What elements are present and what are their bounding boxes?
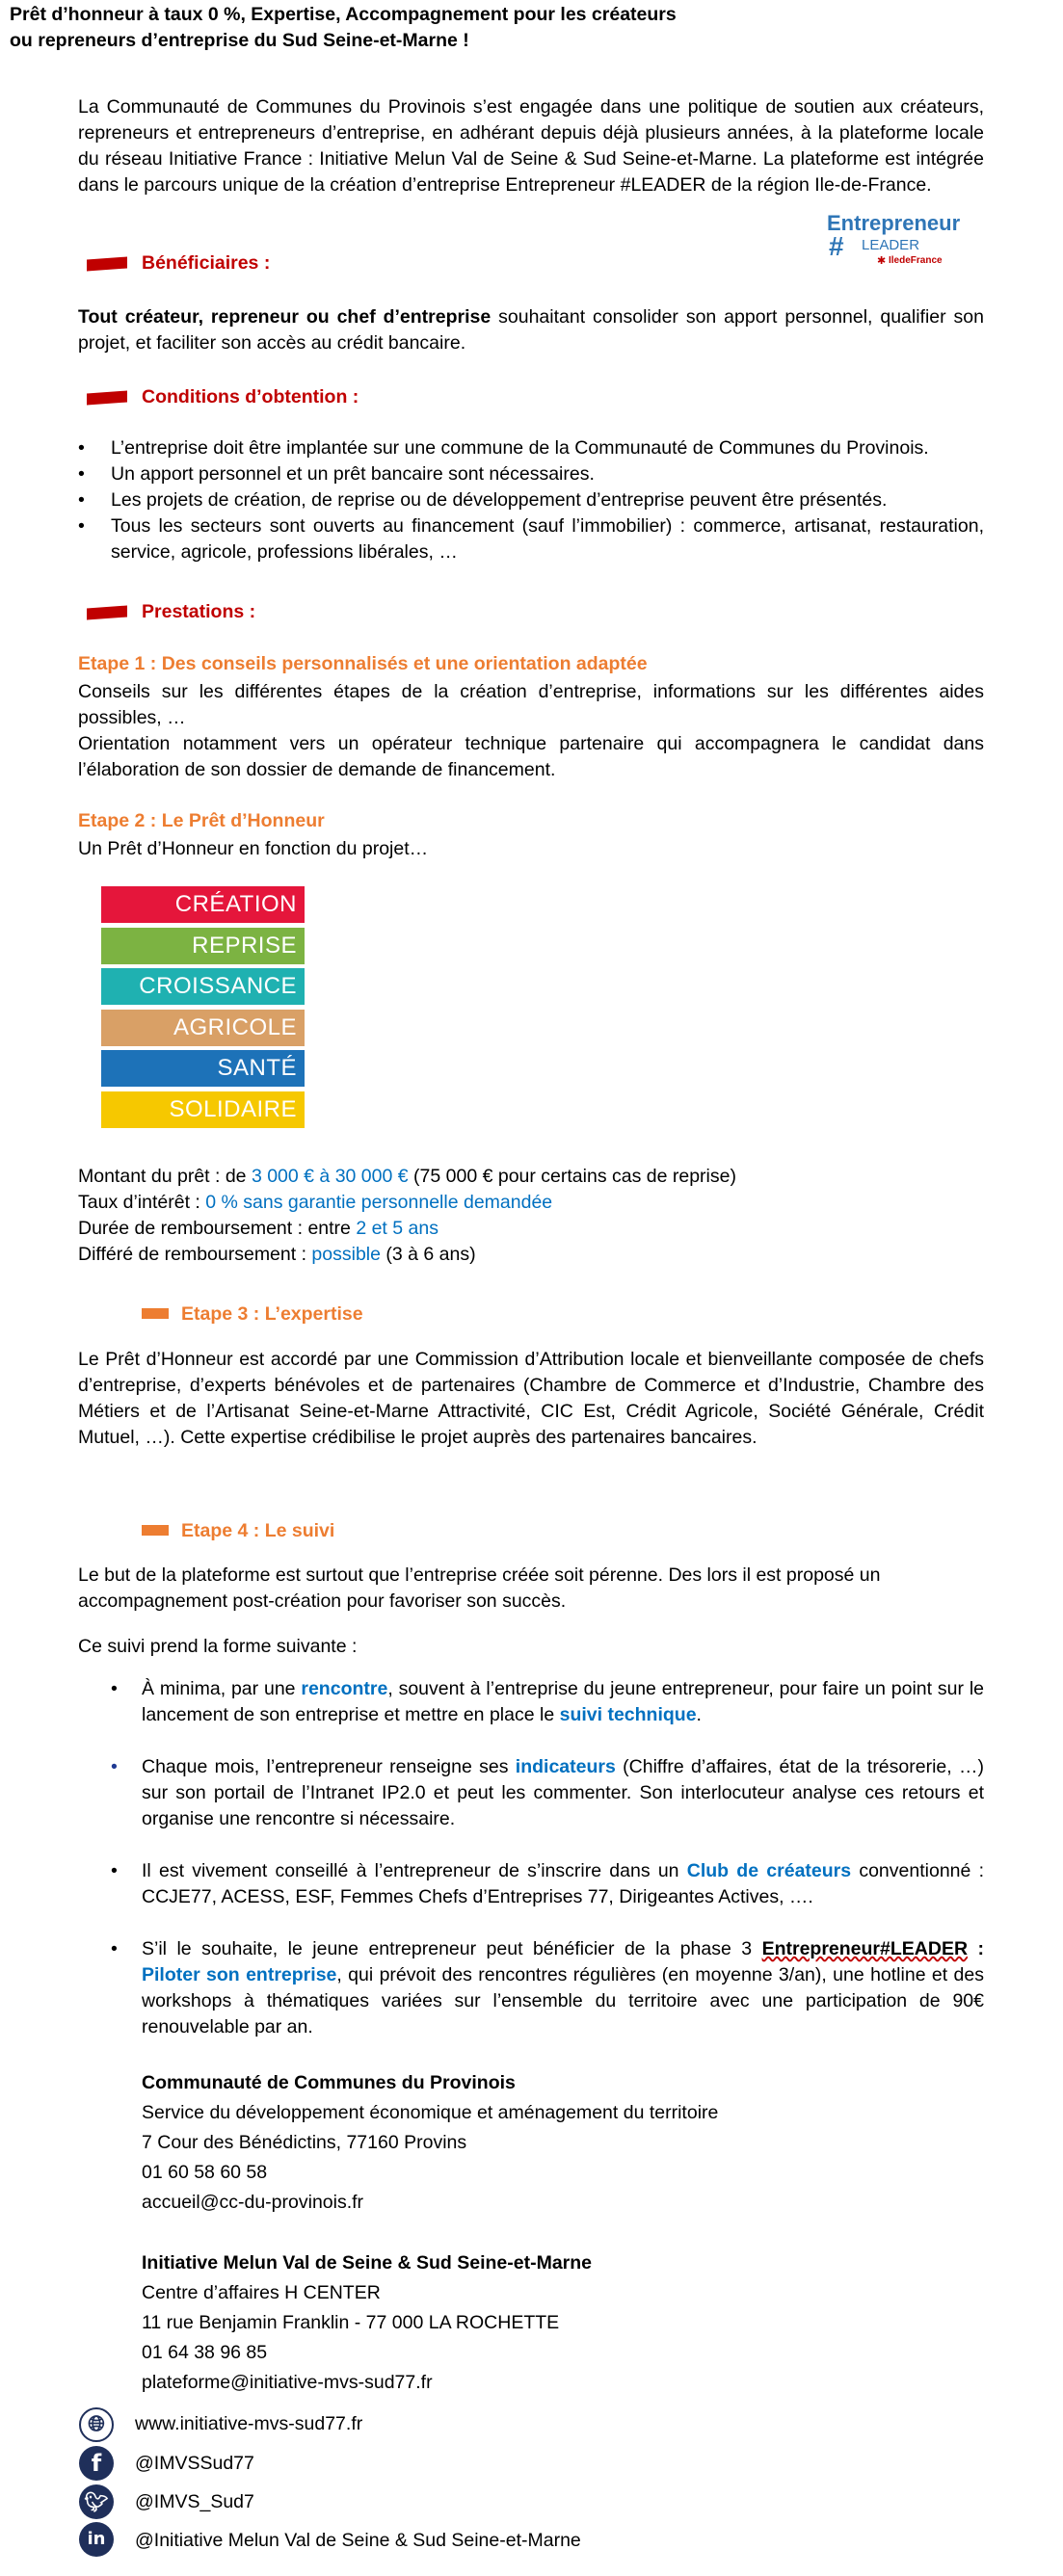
bullet-icon: • xyxy=(111,1938,118,1959)
differe-line xyxy=(78,1242,984,1268)
page-title: Prêt d’honneur à taux 0 %, Expertise, Accompagnement pour les créateurs ou repreneurs d’entreprise du Sud Seine-et-Marne ! xyxy=(10,4,677,51)
etape2-title: Etape 2 : Le Prêt d’Honneur xyxy=(78,810,325,831)
contact-name: Communauté de Communes du Provinois xyxy=(142,2072,516,2093)
b1-text: , souvent à l’entreprise du jeune entrepreneur, pour faire un point sur le lancement de son entreprise et mettre en place le xyxy=(142,1678,985,1725)
etape1-p2: Orientation notamment vers un opérateur technique partenaire qui accompagnera le candidat dans l’élaboration de son dossier de demande de financement. xyxy=(78,733,984,780)
b4-text: S’il le souhaite, le jeune entrepreneur peut bénéficier de la phase 3 xyxy=(142,1938,762,1959)
contact-provinois xyxy=(142,2068,984,2218)
contact-address: 7 Cour des Bénédictins, 77160 Provins xyxy=(142,2132,467,2153)
beneficiaires-paragraph xyxy=(78,304,984,356)
beneficiaires-rest: souhaitant consolider son apport personnel, qualifier son projet, et faciliter son accès au crédit bancaire. xyxy=(78,306,984,354)
contact-service: Service du développement économique et aménagement du territoire xyxy=(142,2102,719,2123)
differe-label: Différé de remboursement : xyxy=(78,1244,312,1265)
contact-phone: 01 64 38 96 85 xyxy=(142,2342,268,2363)
contact-phone: 01 60 58 60 58 xyxy=(142,2162,268,2183)
etape1-p1: Conseils sur les différentes étapes de la création d’entreprise, informations sur les différentes aides possibles, … xyxy=(78,681,984,728)
bullet-icon: • xyxy=(111,1756,118,1777)
differe-value: possible xyxy=(311,1244,381,1265)
tile-solidaire: SOLIDAIRE xyxy=(101,1091,305,1128)
b4-text: , qui prévoit des rencontres régulières (en moyenne 3/an), une hotline et des workshops à thématiques variées sur l’ensemble du territoire avec une participation de 90€ renouvelable par an. xyxy=(142,1964,984,2037)
etape1-title: Etape 1 : Des conseils personnalisés et une orientation adaptée xyxy=(78,653,648,674)
logo-region: IledeFrance xyxy=(889,255,943,266)
contact-email: plateforme@initiative-mvs-sud77.fr xyxy=(142,2372,433,2393)
montant-rest: (75 000 € pour certains cas de reprise) xyxy=(408,1166,736,1187)
contact-initiative xyxy=(142,2248,984,2398)
logo-line1: Entrepreneur xyxy=(827,211,961,235)
tile-creation: CRÉATION xyxy=(101,886,305,923)
facebook-icon: f xyxy=(79,2446,114,2481)
etape2-sub: Un Prêt d’Honneur en fonction du projet… xyxy=(78,838,429,859)
taux-value: 0 % sans garantie personnelle demandée xyxy=(205,1192,553,1213)
contact-address: 11 rue Benjamin Franklin - 77 000 LA ROCHETTE xyxy=(142,2312,560,2333)
b3-keyword: Club de créateurs xyxy=(686,1860,852,1881)
beneficiaires-title: Bénéficiaires : xyxy=(142,252,271,274)
conditions-list xyxy=(78,435,984,565)
b3-text: Il est vivement conseillé à l’entrepreneur de s’inscrire dans un xyxy=(142,1860,687,1881)
logo-hash: # xyxy=(829,231,844,261)
section-bar xyxy=(87,606,127,620)
b1-keyword: rencontre xyxy=(301,1678,388,1699)
contact-email: accueil@cc-du-provinois.fr xyxy=(142,2192,364,2213)
twitter-icon: 🐦︎ xyxy=(79,2484,114,2519)
tile-agricole: AGRICOLE xyxy=(101,1010,305,1046)
step-bar xyxy=(142,1308,169,1319)
globe-icon: 🌐︎ xyxy=(79,2407,114,2442)
montant-value: 3 000 € à 30 000 € xyxy=(251,1166,409,1187)
tile-sante: SANTÉ xyxy=(101,1050,305,1087)
linkedin-link[interactable]: @Initiative Melun Val de Seine & Sud Seine-et-Marne xyxy=(135,2530,581,2551)
b4-program: Entrepreneur#LEADER xyxy=(761,1938,969,1959)
b2-keyword: indicateurs xyxy=(515,1756,616,1777)
list-item xyxy=(111,1754,984,1858)
etape4-title: Etape 4 : Le suivi xyxy=(181,1520,335,1541)
b4-keyword: Piloter son entreprise xyxy=(142,1964,337,1985)
facebook-link[interactable]: @IMVSSud77 xyxy=(135,2453,254,2474)
montant-label: Montant du prêt : de xyxy=(78,1166,252,1187)
step-bar xyxy=(142,1525,169,1536)
b2-text: Chaque mois, l’entrepreneur renseigne ses xyxy=(142,1756,516,1777)
followup-list xyxy=(111,1676,985,2040)
b3-text: conventionné : CCJE77, ACESS, ESF, Femmes Chefs d’Entreprises 77, Dirigeantes Actives, …. xyxy=(142,1860,984,1907)
list-item: • Un apport personnel et un prêt bancaire sont nécessaires. xyxy=(78,461,984,487)
list-item: • L’entreprise doit être implantée sur une commune de la Communauté de Communes du Provinois. xyxy=(78,435,984,461)
list-item xyxy=(111,1676,985,1754)
list-item xyxy=(111,1858,984,1936)
tile-reprise: REPRISE xyxy=(101,928,305,964)
b1-keyword: suivi technique xyxy=(559,1704,697,1725)
intro-paragraph: La Communauté de Communes du Provinois s’est engagée dans une politique de soutien aux créateurs, repreneurs et entrepreneurs d’entreprise, en adhérant depuis déjà plusieurs années, à la plateforme locale du réseau Initiative France : Initiative Melun Val de Seine & Sud Seine-et-Marne. La plateforme est intégrée dans le parcours unique de la création d’entreprise Entrepreneur #LEADER de la région Ile-de-France. xyxy=(78,96,984,196)
contact-name: Initiative Melun Val de Seine & Sud Seine-et-Marne xyxy=(142,2252,593,2274)
duree-value: 2 et 5 ans xyxy=(356,1218,438,1239)
montant-line xyxy=(78,1164,984,1190)
section-bar xyxy=(87,257,127,272)
logo-leader: LEADER xyxy=(862,237,920,253)
taux-label: Taux d’intérêt : xyxy=(78,1192,206,1213)
etape4-p2: Ce suivi prend la forme suivante : xyxy=(78,1636,358,1657)
differe-rest: (3 à 6 ans) xyxy=(380,1244,476,1265)
website-link[interactable]: www.initiative-mvs-sud77.fr xyxy=(135,2413,363,2434)
twitter-link[interactable]: @IMVS_Sud7 xyxy=(135,2491,254,2512)
list-item: • Tous les secteurs sont ouverts au financement (sauf l’immobilier) : commerce, artisanat, restauration, service, agricole, professions libérales, … xyxy=(78,513,984,565)
entrepreneur-leader-logo xyxy=(827,212,981,272)
etape3-title: Etape 3 : L’expertise xyxy=(181,1303,363,1325)
loan-details xyxy=(78,1164,984,1268)
b4-colon: : xyxy=(968,1938,984,1959)
b1-text: À minima, par une xyxy=(142,1678,302,1699)
linkedin-icon: in xyxy=(79,2522,114,2557)
list-item: • Les projets de création, de reprise ou de développement d’entreprise peuvent être présentés. xyxy=(78,487,984,513)
etape3-paragraph: Le Prêt d’Honneur est accordé par une Commission d’Attribution locale et bienveillante composée de chefs d’entreprise, d’experts bénévoles et de partenaires (Chambre de Commerce et d’Industrie, Chambre des Métiers et de l’Artisanat Seine-et-Marne Attractivité, CIC Est, Crédit Agricole, Société Générale, Crédit Mutuel, …). Cette expertise crédibilise le projet auprès des partenaires bancaires. xyxy=(78,1349,984,1448)
contact-center: Centre d’affaires H CENTER xyxy=(142,2282,381,2303)
tile-croissance: CROISSANCE xyxy=(101,968,305,1005)
prestations-title: Prestations : xyxy=(142,601,256,622)
section-bar xyxy=(87,391,127,406)
duree-label: Durée de remboursement : entre xyxy=(78,1218,357,1239)
bullet-icon: • xyxy=(111,1678,118,1699)
taux-line xyxy=(78,1190,984,1216)
region-star-icon: ✱ xyxy=(877,255,887,267)
beneficiaires-bold: Tout créateur, repreneur ou chef d’entreprise xyxy=(78,306,492,328)
conditions-title: Conditions d’obtention : xyxy=(142,386,359,407)
list-item xyxy=(111,1936,984,2040)
etape4-p1: Le but de la plateforme est surtout que l’entreprise créée soit pérenne. Des lors il est proposé un accompagnement post-création pour favoriser son succès. xyxy=(78,1564,881,1612)
b2-text: (Chiffre d’affaires, état de la trésorerie, …) sur son portail de l’Intranet IP2.0 et peut les commenter. Son interlocuteur analyse ces retours et organise une rencontre si nécessaire. xyxy=(142,1756,984,1829)
b1-text: . xyxy=(696,1704,702,1725)
bullet-icon: • xyxy=(111,1860,118,1881)
duree-line xyxy=(78,1216,984,1242)
